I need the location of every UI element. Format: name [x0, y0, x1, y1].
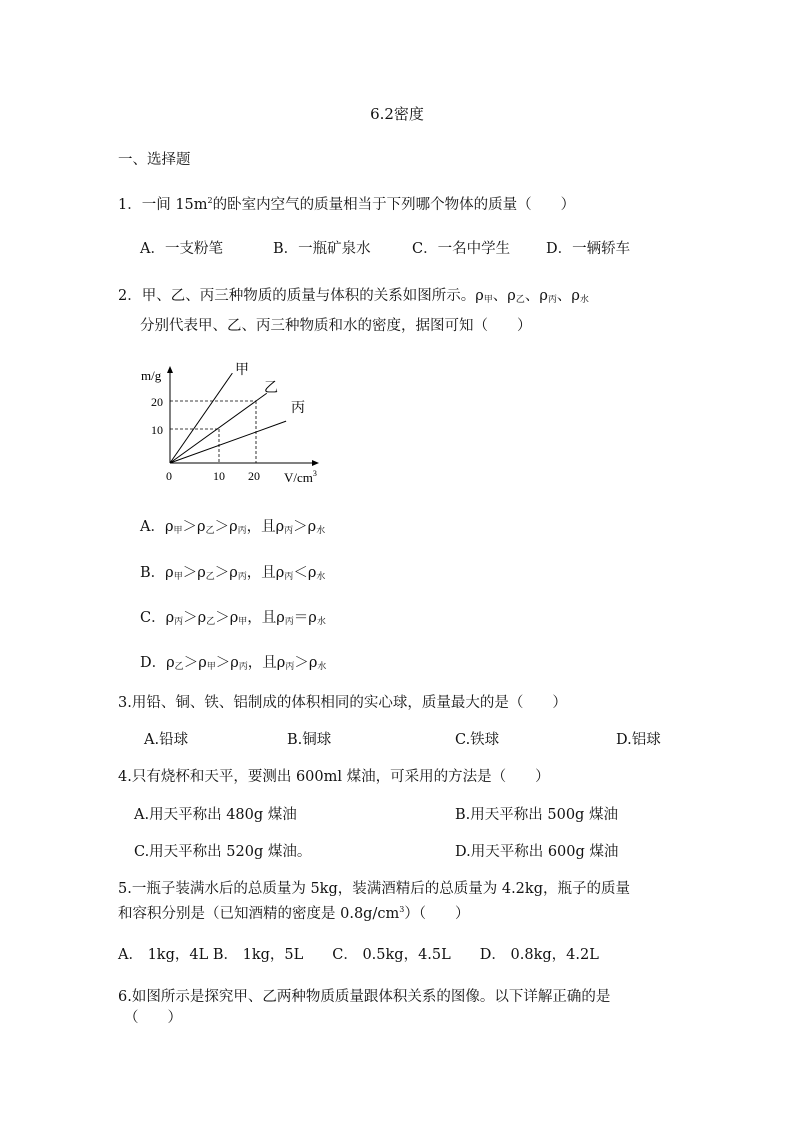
- rho-subscript: 乙: [515, 295, 525, 305]
- q5-line2-pre: 和容积分别是（已知酒精的密度是 0.8g/cm: [118, 906, 400, 922]
- option-text: ＞: [293, 519, 308, 535]
- rho-subscript: 甲: [238, 617, 248, 627]
- q3-option-c: C.铁球: [455, 732, 500, 748]
- label-bing: 丙: [291, 401, 305, 416]
- q4-option-a: A.用天平称出 480g 煤油: [134, 807, 297, 823]
- q2-line1-text: 2．甲、乙、丙三种物质的质量与体积的关系如图所示。: [118, 288, 476, 304]
- option-text: ，且: [246, 565, 276, 581]
- rho-subscript: 甲: [206, 662, 216, 672]
- question-6-line1: 6.如图所示是探究甲、乙两种物质质量跟体积关系的图像。以下详解正确的是: [118, 989, 611, 1005]
- option-text: ＞: [214, 565, 230, 581]
- rho-symbol: ρ: [507, 288, 516, 304]
- rho-subscript: 丙: [285, 662, 295, 672]
- rho-symbol: ρ: [276, 655, 286, 671]
- rho-subscript: 乙: [174, 662, 184, 672]
- option-letter: A．: [140, 519, 165, 535]
- q1-superscript: 2: [207, 196, 213, 205]
- rho-symbol: ρ: [475, 288, 484, 304]
- rho-subscript: 丙: [284, 526, 294, 536]
- rho-subscript: 甲: [483, 295, 493, 305]
- rho-subscript: 乙: [205, 526, 215, 536]
- q3-option-b: B.铜球: [287, 732, 332, 748]
- rho-symbol: ρ: [229, 610, 239, 626]
- q1-option-b: B．一瓶矿泉水: [273, 241, 371, 257]
- rho-subscript: 甲: [173, 572, 183, 582]
- rho-subscript: 丙: [284, 572, 294, 582]
- rho-symbol: ρ: [166, 655, 175, 671]
- rho-symbol: ρ: [275, 519, 285, 535]
- option-text: ＝: [293, 610, 309, 626]
- q1-stem-post: 的卧室内空气的质量相当于下列哪个物体的质量（ ）: [212, 197, 576, 213]
- rho-subscript: 乙: [206, 617, 216, 627]
- option-text: ，且: [247, 655, 277, 671]
- rho-separator: 、: [556, 288, 572, 304]
- question-1-stem: [118, 193, 575, 214]
- q5-superscript: 3: [399, 905, 405, 914]
- option-text: ＞: [214, 519, 230, 535]
- x-axis-label: $V/cm^3$: [284, 469, 317, 485]
- option-text: ＞: [183, 610, 198, 626]
- rho-subscript: 丙: [238, 662, 248, 672]
- rho-symbol: ρ: [308, 655, 318, 671]
- question-3-stem: 3.用铅、铜、铁、铝制成的体积相同的实心球，质量最大的是（ ）: [118, 695, 567, 711]
- rho-subscript: 水: [579, 295, 589, 305]
- rho-subscript: 水: [316, 617, 326, 627]
- question-5-line1: 5.一瓶子装满水后的总质量为 5kg，装满酒精后的总质量为 4.2kg，瓶子的质量: [118, 881, 630, 897]
- rho-symbol: ρ: [308, 610, 317, 626]
- rho-subscript: 水: [317, 662, 327, 672]
- option-letter: B．: [140, 565, 166, 581]
- q4-option-c: C.用天平称出 520g 煤油。: [134, 844, 312, 860]
- rho-symbol: ρ: [276, 610, 285, 626]
- question-2-line1: [118, 284, 589, 305]
- option-text: ＜: [293, 565, 308, 581]
- rho-separator: 、: [524, 288, 540, 304]
- y-tick-20: 20: [151, 395, 163, 409]
- rho-symbol: ρ: [307, 519, 317, 535]
- rho-symbol: ρ: [197, 565, 206, 581]
- q1-option-d: D．一辆轿车: [546, 241, 631, 257]
- q2-option-d: [140, 651, 326, 672]
- rho-symbol: ρ: [197, 519, 206, 535]
- rho-symbol: ρ: [307, 565, 317, 581]
- q4-option-b: B.用天平称出 500g 煤油: [455, 807, 618, 823]
- rho-symbol: ρ: [165, 565, 174, 581]
- option-text: ＞: [182, 565, 198, 581]
- rho-symbol: ρ: [197, 610, 207, 626]
- rho-symbol: ρ: [198, 655, 207, 671]
- question-6-line2: （ ）: [124, 1010, 182, 1026]
- label-yi: 乙: [264, 381, 278, 396]
- rho-separator: 、: [492, 288, 508, 304]
- rho-symbol: ρ: [539, 288, 548, 304]
- rho-symbol: ρ: [275, 565, 285, 581]
- q1-option-a: A．一支粉笔: [140, 241, 223, 257]
- q3-option-d: D.铝球: [616, 732, 661, 748]
- question-2-line2: 分别代表甲、乙、丙三种物质和水的密度，据图可知（ ）: [140, 318, 532, 334]
- option-letter: C．: [140, 610, 166, 626]
- rho-subscript: 丙: [237, 526, 247, 536]
- y-tick-10: 10: [151, 423, 163, 437]
- option-letter: D．: [140, 655, 167, 671]
- q2-option-b: [140, 561, 325, 582]
- q2-option-c: [140, 606, 326, 627]
- rho-subscript: 乙: [205, 572, 215, 582]
- rho-subscript: 水: [316, 526, 326, 536]
- question-4-stem: 4.只有烧杯和天平，要测出 600ml 煤油，可采用的方法是（ ）: [118, 769, 550, 785]
- rho-subscript: 丙: [237, 572, 247, 582]
- rho-subscript: 丙: [547, 295, 557, 305]
- option-text: ，且: [246, 519, 276, 535]
- x-tick-20: 20: [248, 469, 260, 483]
- rho-subscript: 水: [316, 572, 326, 582]
- option-text: ＞: [182, 519, 198, 535]
- option-text: ，且: [247, 610, 277, 626]
- q5-options: A． 1kg，4L B． 1kg，5L C． 0.5kg，4.5L D． 0.8kg，4.2L: [118, 947, 599, 963]
- question-5-line2: [118, 902, 470, 923]
- rho-subscript: 甲: [173, 526, 183, 536]
- q1-option-c: C．一名中学生: [412, 241, 511, 257]
- rho-subscript: 丙: [284, 617, 294, 627]
- x-tick-10: 10: [213, 469, 225, 483]
- q2-option-a: [140, 515, 325, 536]
- option-text: ＞: [215, 655, 231, 671]
- rho-symbol: ρ: [229, 565, 238, 581]
- rho-symbol: ρ: [230, 655, 239, 671]
- option-text: ＞: [294, 655, 309, 671]
- origin-label: 0: [166, 469, 172, 483]
- rho-symbol: ρ: [229, 519, 238, 535]
- rho-symbol: ρ: [571, 288, 580, 304]
- option-text: ＞: [183, 655, 199, 671]
- q2-rho-symbols: [475, 288, 589, 304]
- q3-option-a: A.铅球: [144, 732, 189, 748]
- rho-subscript: 丙: [174, 617, 184, 627]
- mass-volume-graph: [136, 356, 346, 488]
- q5-line2-post: ）（ ）: [404, 906, 470, 922]
- label-jia: 甲: [235, 363, 249, 378]
- q4-option-d: D.用天平称出 600g 煤油: [455, 844, 619, 860]
- rho-symbol: ρ: [164, 519, 174, 535]
- option-text: ＞: [215, 610, 230, 626]
- rho-symbol: ρ: [165, 610, 175, 626]
- page-title: 6.2密度: [370, 105, 424, 123]
- section-heading: 一、选择题: [118, 152, 191, 168]
- q1-stem-pre: 1．一间 15m: [118, 197, 208, 213]
- y-axis-label: m/g: [141, 368, 162, 383]
